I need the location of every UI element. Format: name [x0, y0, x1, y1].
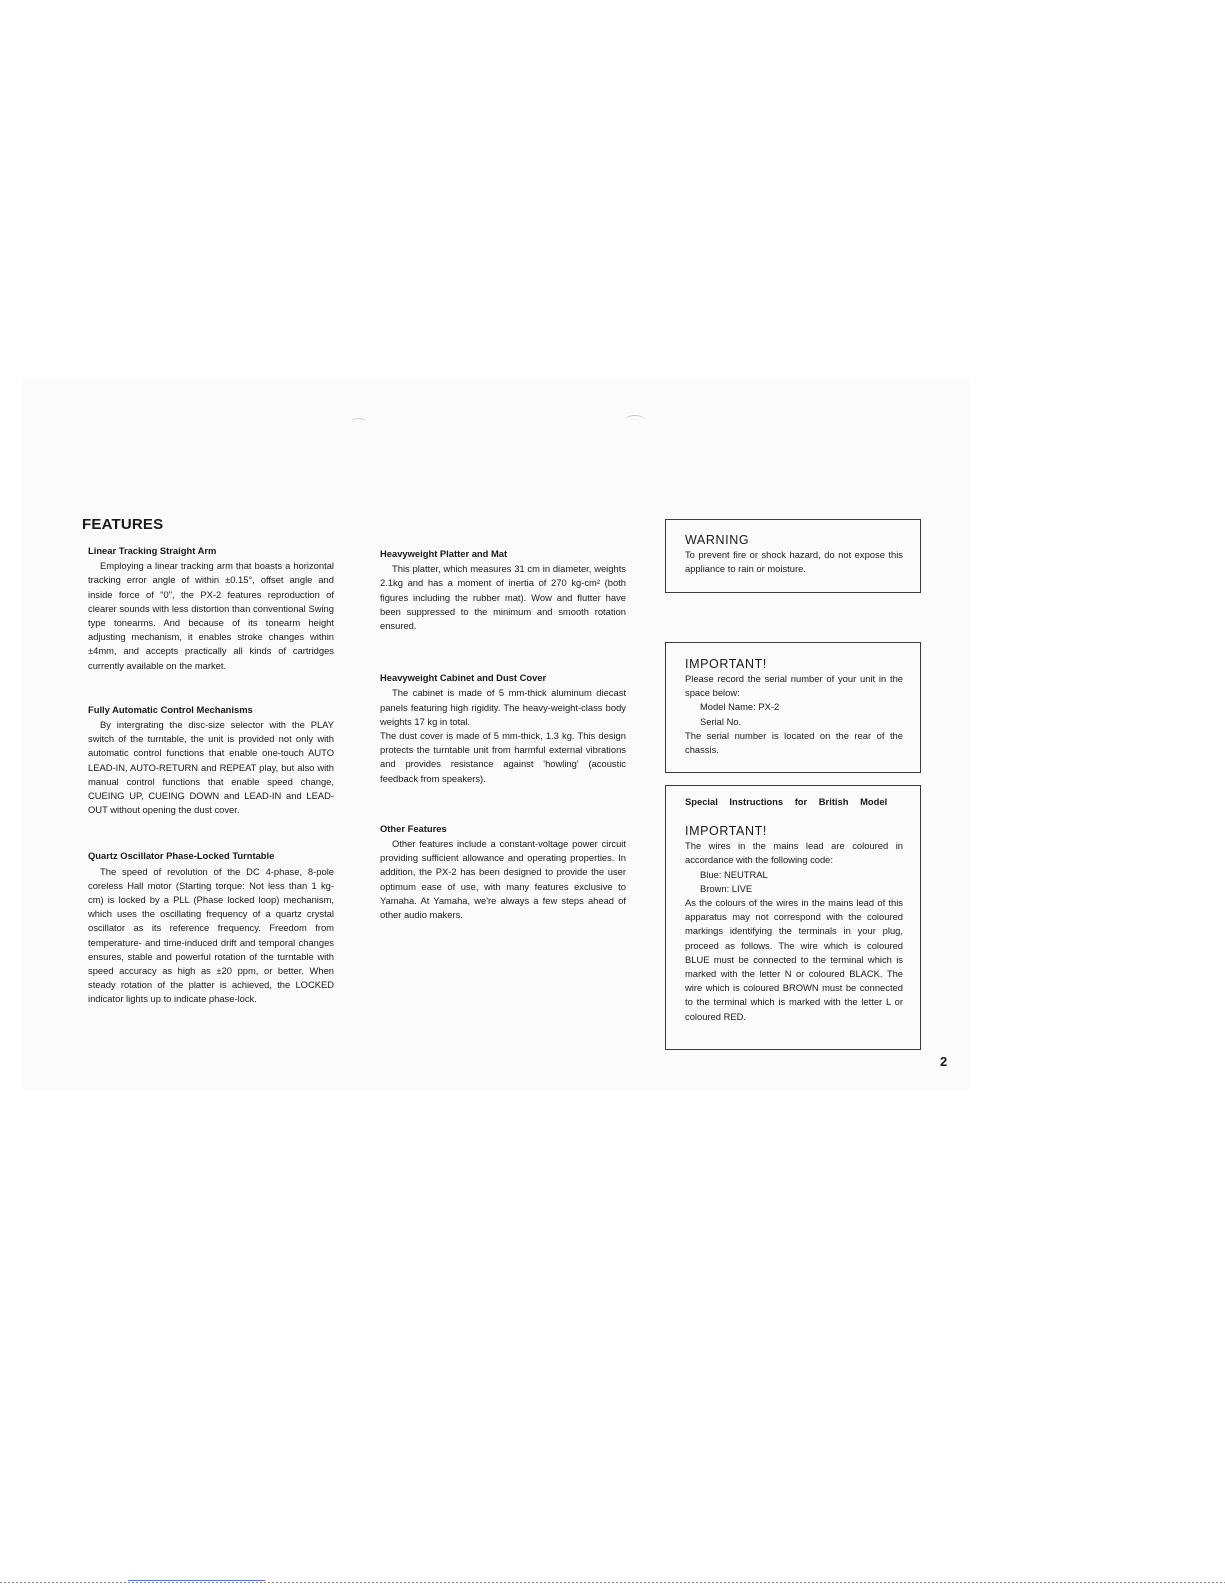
british-instructions-box — [665, 785, 921, 1050]
section-paragraph: Other features include a constant-voltage power circuit providing sufficient allowance and operating properties. In addition, the PX-2 has been designed to provide the user optimum ease of use, with many features exclusive to Yamaha. At Yamaha, we're always a few steps ahead of other audio makers. — [380, 838, 626, 921]
important-intro: Please record the serial number of your unit in the space below: — [685, 673, 903, 699]
section-title: Heavyweight Cabinet and Dust Cover — [380, 672, 547, 684]
page-heading: FEATURES — [82, 516, 164, 533]
page-number: 2 — [940, 1054, 948, 1069]
feature-section — [88, 703, 334, 818]
feature-section — [380, 822, 626, 922]
link-underline — [128, 1580, 265, 1581]
section-paragraph: By intergrating the disc-size selector with the PLAY switch of the turntable, the unit is provided not only with automatic control functions that enable one-touch AUTO LEAD-IN, AUTO-RETURN and REPEAT play, but also with manual control functions that enable speed change, CUEING UP, CUEING DOWN and LEAD-IN and LEAD-OUT without opening the dust cover. — [88, 719, 334, 816]
feature-section — [88, 849, 334, 1006]
british-box-heading: Special Instructions for British Model — [685, 796, 888, 807]
important-note: The serial number is located on the rear of the chassis. — [685, 729, 903, 756]
british-body: As the colours of the wires in the mains lead of this apparatus may not correspond with the coloured markings identifying the terminals in your plug, proceed as follows. The wire which is coloured BLUE must be connected to the terminal which is marked with the letter N or coloured BLACK. The wire which is coloured BROWN must be connected to the terminal which is marked with the letter L or coloured RED. — [685, 897, 903, 1022]
british-important-title: IMPORTANT! — [685, 824, 767, 839]
model-name-line: Model Name: PX-2 — [700, 701, 780, 713]
feature-section — [380, 671, 626, 786]
wire-code-brown: Brown: LIVE — [700, 882, 753, 894]
feature-section — [88, 544, 334, 673]
section-title: Fully Automatic Control Mechanisms — [88, 703, 253, 715]
section-title: Quartz Oscillator Phase-Locked Turntable — [88, 850, 275, 862]
left-column — [88, 544, 334, 1007]
feature-section — [380, 547, 626, 633]
section-paragraph: The dust cover is made of 5 mm-thick, 1.3 kg. This design protects the turntable unit from harmful external vibrations and provides resistance against 'howling' (acoustic feedback from speakers). — [380, 730, 626, 784]
warning-title: WARNING — [685, 533, 750, 547]
important-box — [665, 642, 921, 773]
scan-mark — [352, 418, 366, 425]
section-title: Linear Tracking Straight Arm — [88, 545, 217, 556]
section-title: Heavyweight Platter and Mat — [380, 548, 508, 559]
warning-text: To prevent fire or shock hazard, do not expose this appliance to rain or moisture. — [685, 549, 903, 575]
warning-box — [665, 519, 921, 593]
important-title: IMPORTANT! — [685, 657, 767, 671]
serial-number-line: Serial No. — [700, 715, 742, 727]
wire-code-blue: Blue: NEUTRAL — [700, 868, 768, 880]
section-paragraph: This platter, which measures 31 cm in diameter, weights 2.1kg and has a moment of inertia of 270 kg-cm² (both figures including the rubber mat). Wow and flutter have been suppressed to the minimum and smooth rotation ensured. — [380, 563, 626, 632]
scan-mark — [625, 415, 645, 425]
section-paragraph: The cabinet is made of 5 mm-thick aluminum diecast panels featuring high rigidity. The heavy-weight-class body weights 17 kg in total. — [380, 687, 626, 727]
section-paragraph: The speed of revolution of the DC 4-phase, 8-pole coreless Hall motor (Starting torque: Not less than 1 kg-cm) is locked by a PLL (Phase locked loop) mechanism, which uses the oscillating frequency of a quartz crystal oscillator as its reference frequency. Freedom from temperature- and time-induced drift and temporal changes ensures, stable and powerful rotation of the turntable with speed accuracy as high as ±20 ppm, or better. When steady rotation of the platter is achieved, the LOCKED indicator lights up to indicate phase-lock. — [88, 865, 334, 1005]
middle-column — [380, 547, 626, 922]
section-title: Other Features — [380, 822, 447, 834]
british-intro: The wires in the mains lead are coloured in accordance with the following code: — [685, 840, 903, 866]
bottom-dotted-rule — [0, 1582, 1225, 1583]
section-paragraph: Employing a linear tracking arm that boasts a horizontal tracking error angle of within ±0.15°, offset angle and inside force of "0", the PX-2 features reproduction of clearer sounds with less distortion than conventional Swing type tonearms. And because of its tonearm height adjusting mechanism, it enables stroke changes within ±4mm, and accepts practically all kinds of cartridges currently available on the market. — [88, 560, 334, 671]
